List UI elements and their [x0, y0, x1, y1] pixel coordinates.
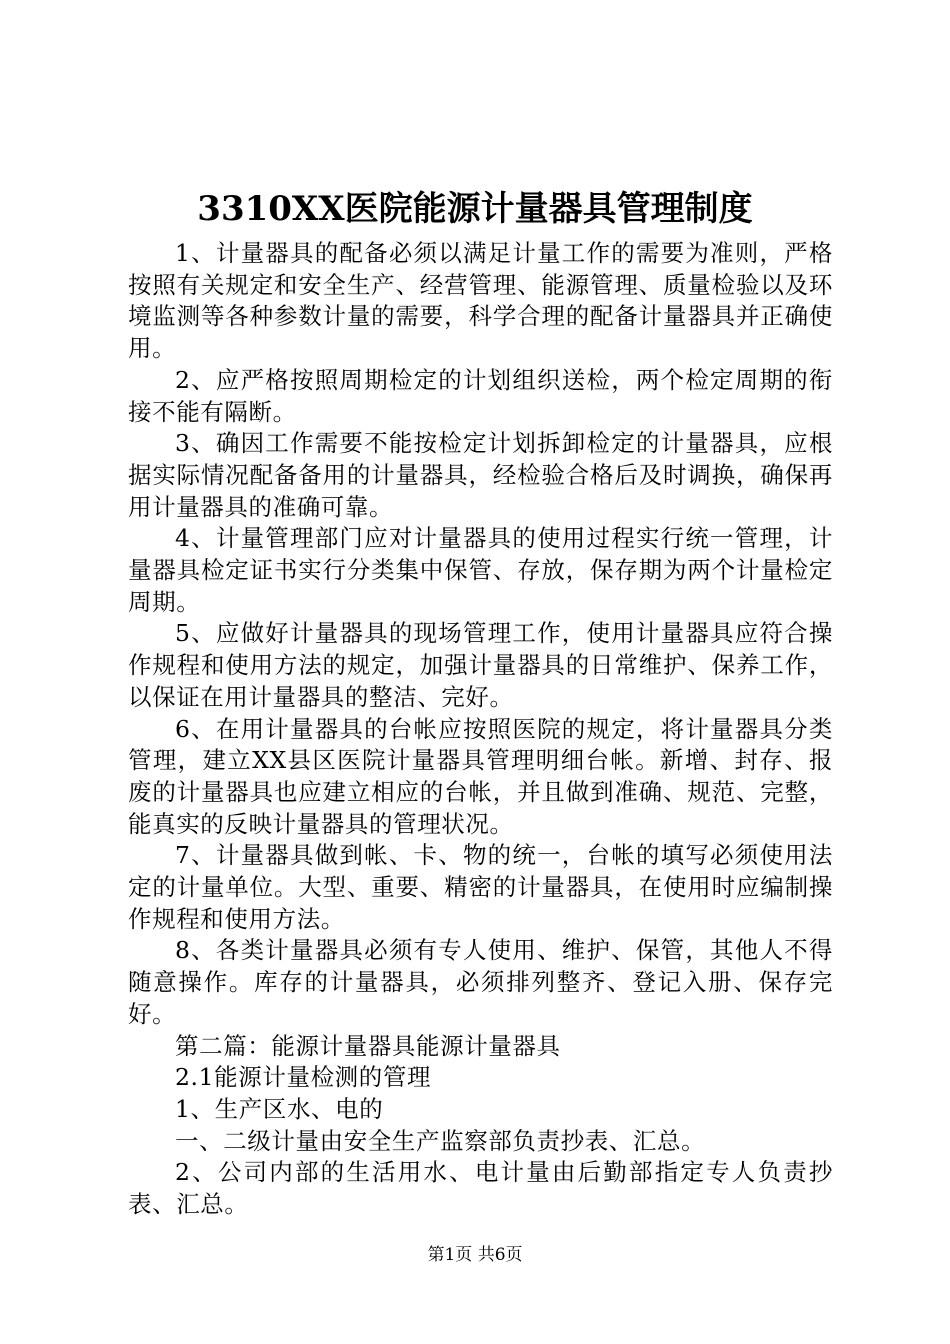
paragraph-10: 一、二级计量由安全生产监察部负责抄表、汇总。: [175, 1126, 706, 1155]
paragraph-7: 7、计量器具做到帐、卡、物的统一，台帐的填写必须使用法定的计量单位。大型、重要、精密的计量器具，在使用时应编制操作规程和使用方法。: [128, 841, 833, 933]
paragraph-4: 4、计量管理部门应对计量器具的使用过程实行统一管理，计量器具检定证书实行分类集中保管、存放，保存期为两个计量检定周期。: [128, 524, 833, 616]
paragraph-11: 2、公司内部的生活用水、电计量由后勤部指定专人负责抄表、汇总。: [128, 1158, 833, 1219]
document-body: [128, 238, 833, 1221]
document-title: 3310XX医院能源计量器具管理制度: [197, 189, 753, 229]
section-heading: 第二篇：能源计量器具能源计量器具: [175, 1031, 561, 1060]
paragraph-8: 8、各类计量器具必须有专人使用、维护、保管，其他人不得随意操作。库存的计量器具，必须排列整齐、登记入册、保存完好。: [128, 936, 833, 1028]
paragraph-3: 3、确因工作需要不能按检定计划拆卸检定的计量器具，应根据实际情况配备备用的计量器具，经检验合格后及时调换，确保再用计量器具的准确可靠。: [128, 429, 833, 521]
paragraph-9: 1、生产区水、电的: [175, 1094, 384, 1123]
paragraph-5: 5、应做好计量器具的现场管理工作，使用计量器具应符合操作规程和使用方法的规定，加强计量器具的日常维护、保养工作，以保证在用计量器具的整洁、完好。: [128, 619, 833, 711]
paragraph-1: 1、计量器具的配备必须以满足计量工作的需要为准则，严格按照有关规定和安全生产、经营管理、能源管理、质量检验以及环境监测等各种参数计量的需要，科学合理的配备计量器具并正确使用。: [128, 239, 833, 363]
subsection-heading: 2.1能源计量检测的管理: [175, 1063, 432, 1092]
paragraph-6: 6、在用计量器具的台帐应按照医院的规定，将计量器具分类管理，建立XX县区医院计量器具管理明细台帐。新增、封存、报废的计量器具也应建立相应的台帐，并且做到准确、规范、完整，能真实的反映计量器具的管理状况。: [128, 714, 833, 838]
page-footer: 第1页 共6页: [427, 1245, 523, 1265]
paragraph-2: 2、应严格按照周期检定的计划组织送检，两个检定周期的衔接不能有隔断。: [128, 365, 833, 426]
